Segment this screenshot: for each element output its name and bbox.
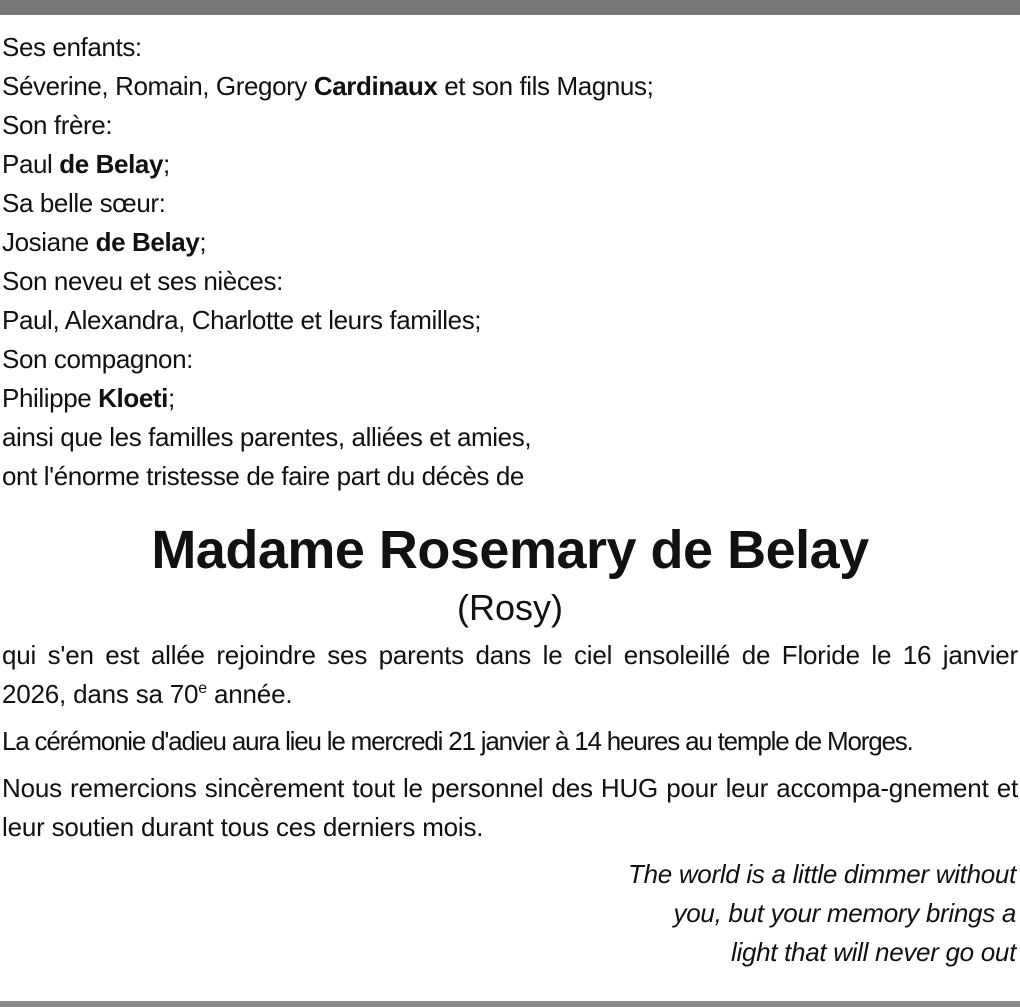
family-line-relatives: ainsi que les familles parentes, alliées et amies, [2, 422, 532, 452]
family-line-companion-heading: Son compagnon: [2, 344, 193, 374]
family-line-brother-heading: Son frère: [2, 110, 113, 140]
family-line-sister-in-law: Josiane de Belay; [2, 227, 207, 257]
surname-kloeti: Kloeti [98, 383, 168, 413]
quote-line: you, but your memory brings a [673, 898, 1016, 928]
family-line-children: Séverine, Romain, Gregory Cardinaux et son fils Magnus; [2, 71, 654, 101]
deceased-nickname: (Rosy) [457, 587, 563, 628]
quote-line: The world is a little dimmer without [628, 859, 1016, 889]
family-line-announcement: ont l'énorme tristesse de faire part du décès de [2, 461, 524, 491]
surname-cardinaux: Cardinaux [313, 71, 438, 101]
family-line-nephew-nieces-heading: Son neveu et ses nièces: [2, 266, 283, 296]
top-rule [0, 0, 1020, 15]
ceremony-paragraph: La cérémonie d'adieu aura lieu le mercredi 21 janvier à 14 heures au temple de Morges. [2, 726, 913, 756]
surname-de-belay: de Belay [59, 149, 164, 179]
surname-de-belay: de Belay [95, 227, 200, 257]
bottom-rule [0, 1001, 1020, 1007]
family-list [2, 28, 1018, 496]
death-paragraph: qui s'en est allée rejoindre ses parents dans le ciel ensoleillé de Floride le 16 janvier 2026, dans sa 70e année. [2, 640, 1018, 709]
memorial-quote [2, 855, 1018, 972]
deceased-name: Madame Rosemary de Belay [151, 520, 869, 580]
family-line-companion: Philippe Kloeti; [2, 383, 175, 413]
ordinal-suffix: e [198, 680, 207, 697]
family-line-children-heading: Ses enfants: [2, 32, 142, 62]
family-line-brother: Paul de Belay; [2, 149, 170, 179]
thanks-paragraph: Nous remercions sincèrement tout le personnel des HUG pour leur accompa-gnement et leur soutien durant tous ces derniers mois. [2, 773, 1018, 842]
family-line-sister-in-law-heading: Sa belle sœur: [2, 188, 166, 218]
quote-line: light that will never go out [731, 937, 1016, 967]
family-line-nephew-nieces: Paul, Alexandra, Charlotte et leurs familles; [2, 305, 482, 335]
obituary-notice [2, 28, 1018, 972]
